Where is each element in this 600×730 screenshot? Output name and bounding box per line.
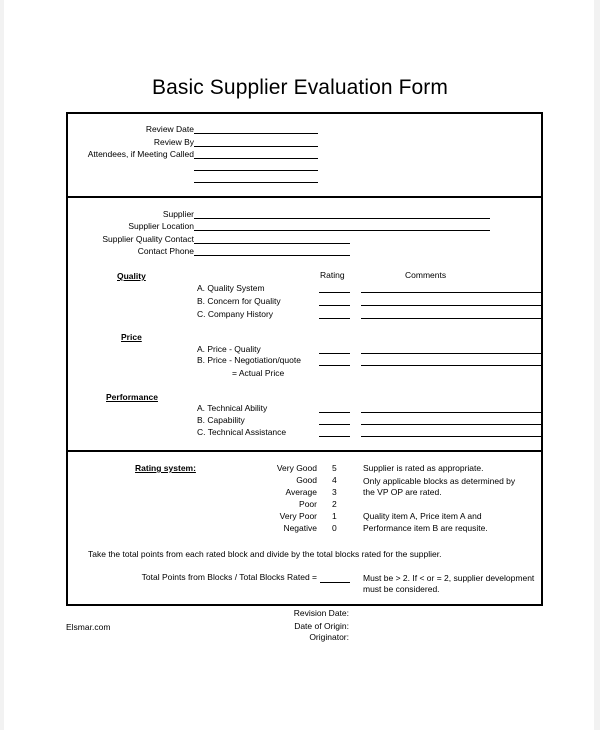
level-very-good: Very Good (276, 463, 317, 473)
total-note-2: must be considered. (363, 584, 440, 594)
revision-date-label: Revision Date: (293, 608, 349, 618)
rating-note-1: Supplier is rated as appropriate. (363, 463, 484, 473)
quality-b-comment[interactable] (361, 305, 541, 306)
performance-item-a: A. Technical Ability (197, 403, 268, 413)
level-average: Average (285, 487, 317, 497)
price-a-comment[interactable] (361, 353, 541, 354)
supplier-label: Supplier (162, 209, 194, 219)
performance-b-rating[interactable] (319, 424, 350, 425)
price-b-comment[interactable] (361, 365, 541, 366)
score-4: 4 (332, 475, 337, 485)
score-0: 0 (332, 523, 337, 533)
total-label: Total Points from Blocks / Total Blocks Rated = (141, 572, 317, 582)
attendees-field-1[interactable] (194, 158, 318, 159)
score-2: 2 (332, 499, 337, 509)
price-item-actual: = Actual Price (232, 368, 285, 378)
form-title: Basic Supplier Evaluation Form (152, 76, 448, 99)
score-1: 1 (332, 511, 337, 521)
quality-contact-label: Supplier Quality Contact (102, 234, 194, 244)
price-a-rating[interactable] (319, 353, 350, 354)
review-by-field[interactable] (194, 146, 318, 147)
score-3: 3 (332, 487, 337, 497)
rating-note-2: Only applicable blocks as determined by (363, 476, 516, 486)
rating-note-3: the VP OP are rated. (363, 487, 442, 497)
supplier-field[interactable] (194, 218, 490, 219)
performance-a-comment[interactable] (361, 412, 541, 413)
price-heading: Price (121, 332, 142, 342)
rating-note-5: Performance item B are requsite. (363, 523, 488, 533)
quality-b-rating[interactable] (319, 305, 350, 306)
price-item-a: A. Price - Quality (197, 344, 261, 354)
quality-heading: Quality (117, 271, 146, 281)
price-b-rating[interactable] (319, 365, 350, 366)
rating-system-heading: Rating system: (135, 463, 196, 473)
attendees-label: Attendees, if Meeting Called (87, 149, 194, 159)
performance-c-rating[interactable] (319, 436, 350, 437)
supplier-location-label: Supplier Location (128, 221, 194, 231)
originator-label: Originator: (309, 632, 349, 642)
instructions-text: Take the total points from each rated block and divide by the total blocks rated for the supplier. (88, 549, 442, 559)
total-field[interactable] (320, 582, 350, 583)
performance-c-comment[interactable] (361, 436, 541, 437)
attendees-field-2[interactable] (194, 170, 318, 171)
performance-a-rating[interactable] (319, 412, 350, 413)
level-negative: Negative (283, 523, 317, 533)
supplier-location-field[interactable] (194, 230, 490, 231)
performance-item-b: B. Capability (197, 415, 245, 425)
date-of-origin-label: Date of Origin: (294, 621, 349, 631)
level-good: Good (296, 475, 317, 485)
quality-item-c: C. Company History (197, 309, 274, 319)
source-label: Elsmar.com (66, 622, 111, 632)
contact-phone-field[interactable] (194, 255, 350, 256)
score-5: 5 (332, 463, 337, 473)
performance-item-c: C. Technical Assistance (197, 427, 287, 437)
rating-column-header: Rating (320, 270, 345, 280)
attendees-field-3[interactable] (194, 182, 318, 183)
rating-note-4: Quality item A, Price item A and (363, 511, 482, 521)
comments-column-header: Comments (405, 270, 447, 280)
quality-a-comment[interactable] (361, 292, 541, 293)
contact-phone-label: Contact Phone (137, 246, 194, 256)
review-date-label: Review Date (145, 124, 194, 134)
quality-item-a: A. Quality System (197, 283, 265, 293)
level-very-poor: Very Poor (279, 511, 317, 521)
review-by-label: Review By (153, 137, 194, 147)
quality-contact-field[interactable] (194, 243, 350, 244)
performance-b-comment[interactable] (361, 424, 541, 425)
quality-c-comment[interactable] (361, 318, 541, 319)
level-poor: Poor (299, 499, 317, 509)
quality-c-rating[interactable] (319, 318, 350, 319)
performance-heading: Performance (106, 392, 158, 402)
review-date-field[interactable] (194, 133, 318, 134)
price-item-b: B. Price - Negotiation/quote (197, 355, 301, 365)
quality-item-b: B. Concern for Quality (197, 296, 281, 306)
quality-a-rating[interactable] (319, 292, 350, 293)
total-note-1: Must be > 2. If < or = 2, supplier development (363, 573, 535, 583)
